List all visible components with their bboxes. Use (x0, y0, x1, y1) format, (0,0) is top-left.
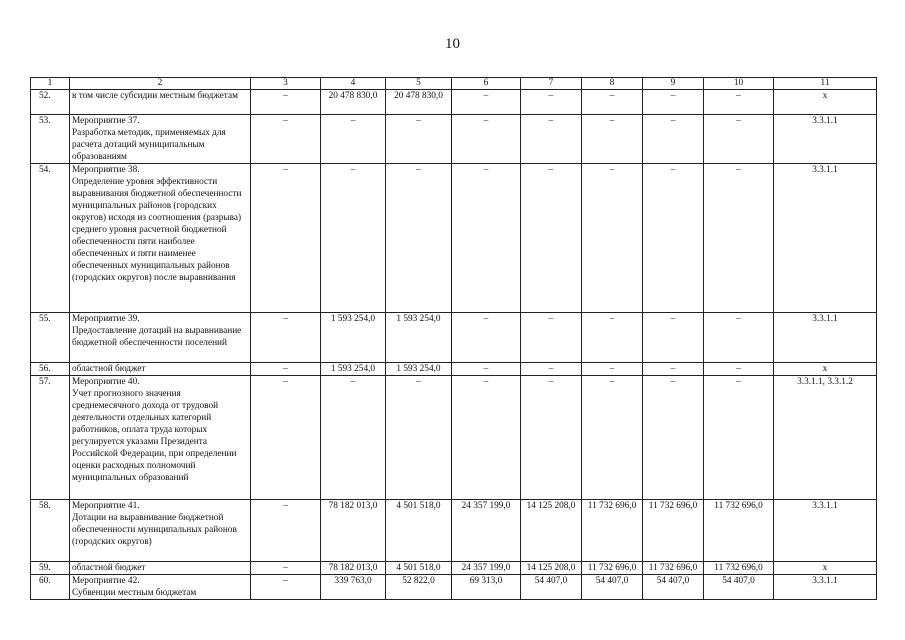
cell: 1 593 254,0 (321, 363, 386, 376)
cell: – (251, 363, 321, 376)
cell: – (643, 115, 704, 164)
cell: 14 125 208,0 (521, 562, 582, 575)
cell: – (386, 164, 452, 313)
cell: – (321, 164, 386, 313)
cell: – (704, 164, 774, 313)
table-row (31, 500, 877, 562)
cell: 3.3.1.1 (774, 115, 877, 164)
cell: – (521, 313, 582, 363)
cell: – (582, 90, 643, 115)
cell: 11 732 696,0 (582, 562, 643, 575)
cell: – (251, 313, 321, 363)
cell: – (582, 164, 643, 313)
column-header: 9 (643, 78, 704, 90)
cell: – (452, 164, 521, 313)
cell: 3.3.1.1 (774, 164, 877, 313)
row-number: 53. (31, 115, 70, 164)
cell: – (251, 376, 321, 500)
row-name: областной бюджет (70, 363, 251, 376)
cell: 52 822,0 (386, 575, 452, 600)
cell: – (452, 363, 521, 376)
row-name: областной бюджет (70, 562, 251, 575)
column-header: 3 (251, 78, 321, 90)
row-number: 58. (31, 500, 70, 562)
cell: – (643, 313, 704, 363)
cell: – (386, 115, 452, 164)
cell: 4 501 518,0 (386, 500, 452, 562)
cell: 78 182 013,0 (321, 562, 386, 575)
cell: 3.3.1.1 (774, 575, 877, 600)
row-number: 55. (31, 313, 70, 363)
cell: – (452, 313, 521, 363)
column-header: 4 (321, 78, 386, 90)
cell: – (643, 376, 704, 500)
column-header: 2 (70, 78, 251, 90)
cell: – (452, 115, 521, 164)
cell: 24 357 199,0 (452, 562, 521, 575)
row-number: 56. (31, 363, 70, 376)
column-header: 5 (386, 78, 452, 90)
row-name: Мероприятие 38. Определение уровня эффективности выравнивания бюджетной обеспеченности муниципальных районов (городских округов) исходя из соотношения (разрыва) среднего уровня расчетной бюджетной обеспеченности пяти наиболее обеспеченных и пяти наименее обеспеченных муниципальных районов (городских округов) после выравнивания (70, 164, 251, 313)
column-header: 7 (521, 78, 582, 90)
cell: 78 182 013,0 (321, 500, 386, 562)
cell: 54 407,0 (582, 575, 643, 600)
cell: 11 732 696,0 (643, 500, 704, 562)
cell: 69 313,0 (452, 575, 521, 600)
cell: 11 732 696,0 (582, 500, 643, 562)
cell: 54 407,0 (643, 575, 704, 600)
cell: – (452, 376, 521, 500)
table-row (31, 164, 877, 313)
row-name: Мероприятие 41. Дотации на выравнивание бюджетной обеспеченности муниципальных районов (городских округов) (70, 500, 251, 562)
cell: – (321, 115, 386, 164)
cell: 20 478 830,0 (386, 90, 452, 115)
cell: – (704, 363, 774, 376)
row-name: Мероприятие 37. Разработка методик, применяемых для расчета дотаций муниципальным образованиям (70, 115, 251, 164)
cell: 4 501 518,0 (386, 562, 452, 575)
cell: 1 593 254,0 (386, 363, 452, 376)
cell: 54 407,0 (521, 575, 582, 600)
table-row (31, 313, 877, 363)
cell: – (452, 90, 521, 115)
cell: – (643, 363, 704, 376)
page-number: 10 (445, 36, 460, 52)
table-row (31, 90, 877, 115)
cell: – (521, 164, 582, 313)
cell: 24 357 199,0 (452, 500, 521, 562)
row-number: 60. (31, 575, 70, 600)
cell: – (582, 115, 643, 164)
cell: – (704, 376, 774, 500)
row-number: 54. (31, 164, 70, 313)
cell: – (521, 363, 582, 376)
cell: – (321, 376, 386, 500)
cell: – (582, 363, 643, 376)
cell: 54 407,0 (704, 575, 774, 600)
cell: – (643, 164, 704, 313)
cell: х (774, 363, 877, 376)
cell: – (521, 90, 582, 115)
cell: 1 593 254,0 (321, 313, 386, 363)
cell: 3.3.1.1 (774, 500, 877, 562)
column-header: 8 (582, 78, 643, 90)
column-header: 10 (704, 78, 774, 90)
cell: – (251, 164, 321, 313)
cell: – (582, 376, 643, 500)
cell: 3.3.1.1, 3.3.1.2 (774, 376, 877, 500)
cell: 11 732 696,0 (643, 562, 704, 575)
row-name: Мероприятие 40. Учет прогнозного значения среднемесячного дохода от трудовой деятельности отдельных категорий работников, оплата труда которых регулируется указами Президента Российской Федерации, при определении оценки расходных полномочий муниципальных образований (70, 376, 251, 500)
row-number: 59. (31, 562, 70, 575)
table-header-row (31, 78, 877, 90)
cell: – (251, 90, 321, 115)
table-row (31, 575, 877, 600)
row-number: 52. (31, 90, 70, 115)
cell: – (704, 115, 774, 164)
cell: 20 478 830,0 (321, 90, 386, 115)
cell: х (774, 90, 877, 115)
row-name: Мероприятие 42. Субвенции местным бюджетам (70, 575, 251, 600)
cell: – (582, 313, 643, 363)
column-header: 11 (774, 78, 877, 90)
table-row (31, 376, 877, 500)
row-name: в том числе субсидии местным бюджетам (70, 90, 251, 115)
cell: – (643, 90, 704, 115)
cell: – (704, 313, 774, 363)
cell: 3.3.1.1 (774, 313, 877, 363)
column-header: 1 (31, 78, 70, 90)
cell: – (251, 115, 321, 164)
cell: – (521, 376, 582, 500)
cell: – (521, 115, 582, 164)
cell: 14 125 208,0 (521, 500, 582, 562)
cell: – (251, 575, 321, 600)
table-row (31, 363, 877, 376)
table-row (31, 115, 877, 164)
column-header: 6 (452, 78, 521, 90)
cell: 339 763,0 (321, 575, 386, 600)
budget-table (30, 77, 877, 600)
cell: 1 593 254,0 (386, 313, 452, 363)
cell: – (251, 562, 321, 575)
cell: х (774, 562, 877, 575)
cell: 11 732 696,0 (704, 562, 774, 575)
cell: – (386, 376, 452, 500)
row-number: 57. (31, 376, 70, 500)
cell: – (704, 90, 774, 115)
table-row (31, 562, 877, 575)
row-name: Мероприятие 39. Предоставление дотаций на выравнивание бюджетной обеспеченности поселений (70, 313, 251, 363)
cell: 11 732 696,0 (704, 500, 774, 562)
cell: – (251, 500, 321, 562)
